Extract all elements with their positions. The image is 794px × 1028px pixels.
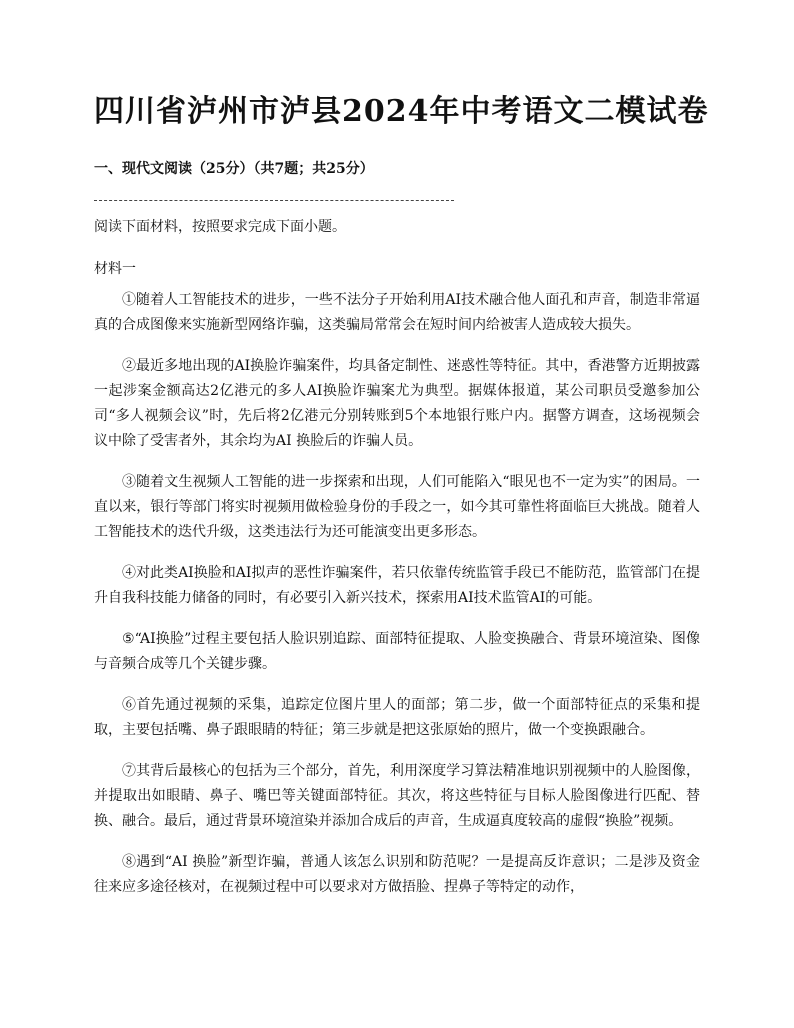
exam-title: 四川省泸州市泸县2024年中考语文二模试卷 bbox=[94, 94, 709, 129]
paragraph-4: ④对此类AI换脸和AI拟声的恶性诈骗案件，若只依靠传统监管手段已不能防范，监管部门在提升自我科技能力储备的同时，有必要引入新兴技术，探索用AI技术监管AI的可能。 bbox=[94, 565, 700, 606]
section-heading: 一、现代文阅读（25分）（共7题；共25分） bbox=[94, 161, 374, 177]
reading-instruction: 阅读下面材料，按照要求完成下面小题。 bbox=[94, 219, 346, 235]
dashed-divider bbox=[94, 200, 454, 201]
paragraph-6: ⑥首先通过视频的采集，追踪定位图片里人的面部；第二步，做一个面部特征点的采集和提取，主要包括嘴、鼻子跟眼睛的特征；第三步就是把这张原始的照片，做一个变换跟融合。 bbox=[94, 697, 700, 738]
material-body bbox=[94, 288, 700, 916]
material-label: 材料一 bbox=[94, 261, 136, 277]
paragraph-8: ⑧遇到“AI 换脸”新型诈骗，普通人该怎么识别和防范呢？一是提高反诈意识；二是涉及资金往来应多途径核对，在视频过程中可以要求对方做捂脸、捏鼻子等特定的动作， bbox=[94, 854, 700, 895]
paragraph-7: ⑦其背后最核心的包括为三个部分，首先，利用深度学习算法精准地识别视频中的人脸图像，并提取出如眼睛、鼻子、嘴巴等关键面部特征。其次，将这些特征与目标人脸图像进行匹配、替换、融合。最后，通过背景环境渲染并添加合成后的声音，生成逼真度较高的虚假“换脸”视频。 bbox=[94, 763, 700, 829]
paragraph-1: ①随着人工智能技术的进步，一些不法分子开始利用AI技术融合他人面孔和声音，制造非常逼真的合成图像来实施新型网络诈骗，这类骗局常常会在短时间内给被害人造成较大损失。 bbox=[94, 292, 700, 333]
paragraph-5: ⑤“AI换脸”过程主要包括人脸识别追踪、面部特征提取、人脸变换融合、背景环境渲染、图像与音频合成等几个关键步骤。 bbox=[94, 631, 700, 672]
paragraph-3: ③随着文生视频人工智能的进一步探索和出现，人们可能陷入“眼见也不一定为实”的困局。一直以来，银行等部门将实时视频用做检验身份的手段之一，如今其可靠性将面临巨大挑战。随着人工智能技术的迭代升级，这类违法行为还可能演变出更多形态。 bbox=[94, 474, 700, 540]
paragraph-2: ②最近多地出现的AI换脸诈骗案件，均具备定制性、迷惑性等特征。其中，香港警方近期披露一起涉案金额高达2亿港元的多人AI换脸诈骗案尤为典型。据媒体报道，某公司职员受邀参加公司“多人视频会议”时，先后将2亿港元分别转账到5个本地银行账户内。据警方调查，这场视频会议中除了受害者外，其余均为AI 换脸后的诈骗人员。 bbox=[94, 358, 700, 449]
